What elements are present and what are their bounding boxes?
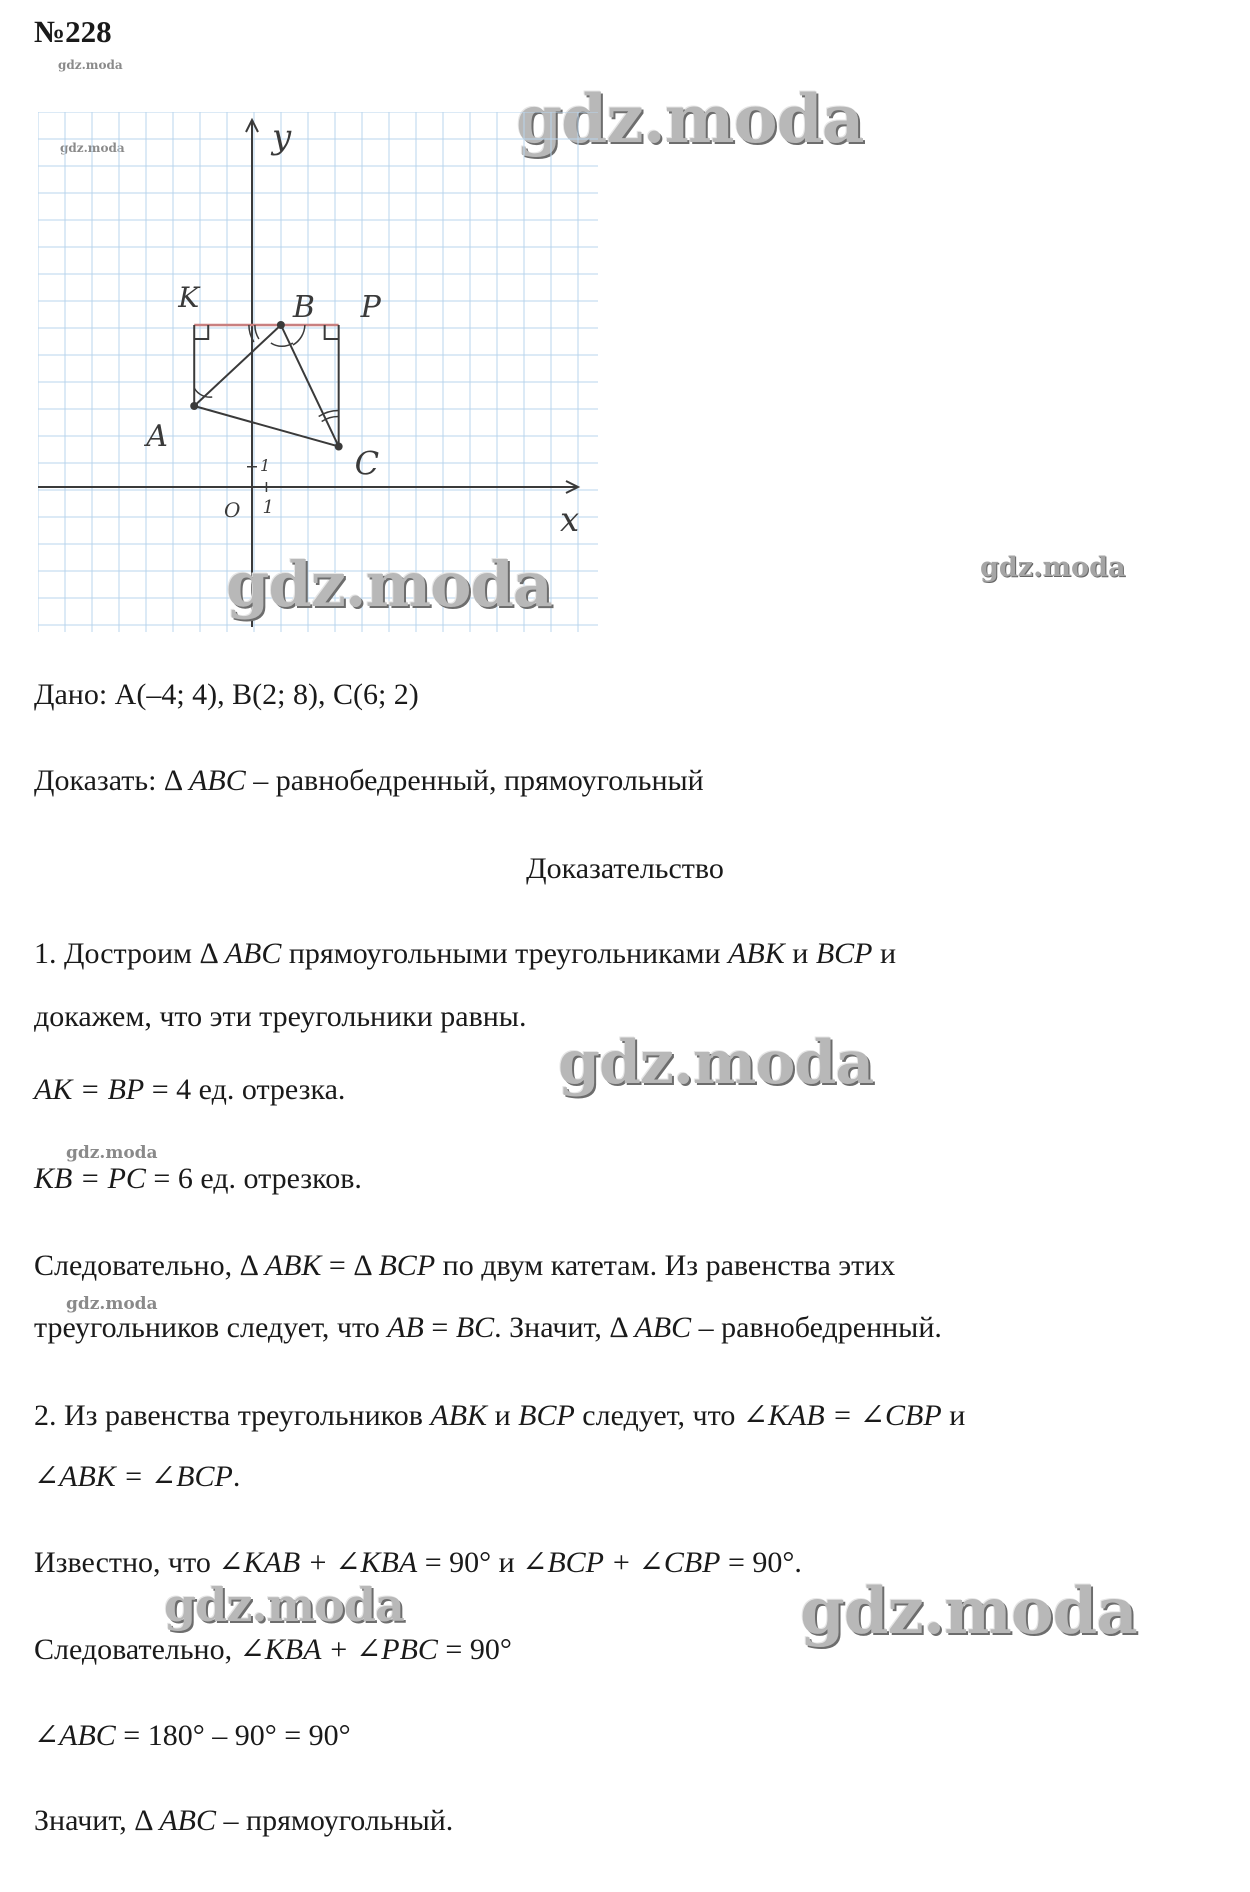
point-b <box>277 321 285 329</box>
watermark-large: gdz.moda <box>164 1578 404 1632</box>
watermark-small: gdz.moda <box>66 1143 158 1163</box>
angle-calc-line: ∠ABC = 180° – 90° = 90° <box>34 1719 351 1752</box>
label-origin: O <box>224 498 241 522</box>
step1-line1: 1. Достроим Δ ABC прямоугольными треугольниками ABK и BCP и <box>34 937 897 970</box>
point-a <box>190 402 198 410</box>
known-line: Известно, что ∠KAB + ∠KBA = 90° и ∠BCP + ∠CBP = 90°. <box>34 1546 802 1579</box>
watermark-small: gdz.moda <box>58 58 123 72</box>
final-line: Значит, Δ ABC – прямоугольный. <box>34 1804 454 1837</box>
label-unit-y: 1 <box>260 455 271 475</box>
conclusion1-line1: Следовательно, Δ ABK = Δ BCP по двум катетам. Из равенства этих <box>34 1249 896 1282</box>
step1-line2: докажем, что эти треугольники равны. <box>34 1000 527 1033</box>
label-unit-x: 1 <box>262 497 274 518</box>
conclusion1-line2: треугольников следует, что AB = BC. Значит, Δ ABC – равнобедренный. <box>34 1311 942 1344</box>
watermark-large: gdz.moda <box>800 1574 1137 1649</box>
label-p: P <box>360 290 381 325</box>
step2-line1: 2. Из равенства треугольников ABK и BCP следует, что ∠KAB = ∠CBP и <box>34 1399 966 1432</box>
triangle-abc <box>194 325 338 447</box>
watermark-large: gdz.moda <box>558 1028 874 1098</box>
equation-ak-bp: AK = BP = 4 ед. отрезка. <box>34 1073 346 1106</box>
equation-kb-pc: KB = PC = 6 ед. отрезков. <box>34 1162 362 1195</box>
therefore-line: Следовательно, ∠KBA + ∠PBC = 90° <box>34 1633 512 1666</box>
label-k: K <box>178 281 200 314</box>
point-c <box>335 443 343 451</box>
angle-arc-b-left <box>255 325 259 339</box>
label-a: A <box>146 419 168 454</box>
prove-line: Доказать: Δ ABC – равнобедренный, прямоугольный <box>34 764 704 797</box>
problem-number: №228 <box>34 14 112 49</box>
label-y-axis: y <box>272 117 292 157</box>
watermark-small: gdz.moda <box>66 1294 158 1314</box>
label-b: B <box>292 290 315 325</box>
right-angle-p <box>325 325 339 339</box>
proof-title: Доказательство <box>526 852 724 885</box>
label-x-axis: x <box>560 500 580 540</box>
watermark-large: gdz.moda <box>516 80 864 158</box>
watermark-medium: gdz.moda <box>980 552 1126 583</box>
given-line: Дано: A(–4; 4), B(2; 8), C(6; 2) <box>34 678 419 711</box>
watermark-large: gdz.moda <box>226 548 552 621</box>
label-c: C <box>354 444 380 483</box>
step2-line2: ∠ABK = ∠BCP. <box>34 1460 241 1493</box>
watermark-small: gdz.moda <box>60 141 125 155</box>
right-angle-k <box>194 325 208 339</box>
